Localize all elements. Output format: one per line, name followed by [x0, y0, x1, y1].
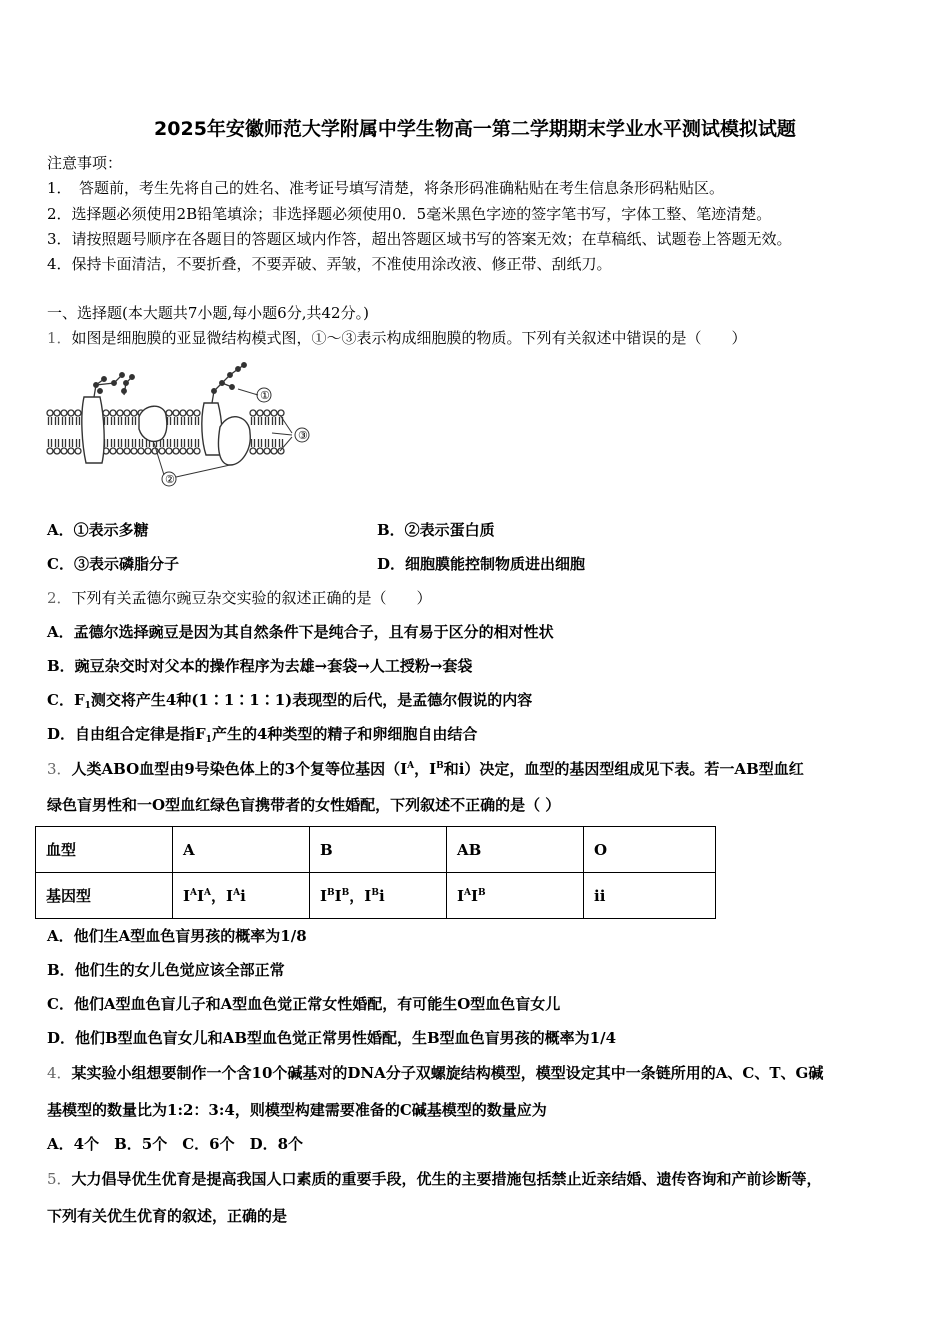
option-text: 产生的4种类型的精子和卵细胞自由结合	[211, 725, 478, 743]
q1-option-d[interactable]: D．细胞膜能控制物质进出细胞	[377, 555, 586, 573]
subscript: 1	[84, 701, 91, 711]
table-cell: 血型	[36, 827, 173, 873]
table-cell: O	[584, 827, 716, 873]
table-cell: AB	[447, 827, 584, 873]
cell-membrane-diagram	[44, 355, 324, 495]
table-cell: $I^BI^B$，$I^Bi$	[310, 873, 447, 919]
notice-item-4: 4．保持卡面清洁，不要折叠，不要弄破、弄皱，不准使用涂改液、修正带、刮纸刀。	[47, 255, 612, 273]
question-2-stem	[47, 587, 432, 608]
q1-option-a[interactable]: A．①表示多糖	[47, 521, 149, 539]
section-heading: 一、选择题(本大题共7小题,每小题6分,共42分。)	[47, 304, 369, 322]
question-text: 如图是细胞膜的亚显微结构模式图，①～③表示构成细胞膜的物质。下列有关叙述中错误的是（ ）	[71, 329, 747, 347]
question-5-stem-line1	[47, 1168, 822, 1189]
notice-heading: 注意事项：	[47, 154, 123, 172]
protein-surface	[139, 406, 167, 441]
question-number: 4．	[47, 1064, 72, 1082]
table-row	[36, 827, 716, 873]
subscript: 1	[205, 735, 212, 745]
page-title: 2025年安徽师范大学附属中学生物高一第二学期期末学业水平测试模拟试题	[154, 118, 796, 140]
protein-right	[218, 417, 250, 465]
notice-item-3: 3．请按照题号顺序在各题目的答题区域内作答，超出答题区域书写的答案无效；在草稿纸、试题卷上答题无效。	[47, 230, 792, 248]
q4-options[interactable]: A．4个 B．5个 C．6个 D．8个	[47, 1135, 304, 1153]
q1-option-b[interactable]: B．②表示蛋白质	[377, 521, 495, 539]
question-number: 1．	[47, 329, 72, 347]
question-4-stem-line2: 基模型的数量比为1:2：3:4，则模型构建需要准备的C碱基模型的数量应为	[47, 1101, 547, 1119]
q3-option-d[interactable]: D．他们B型血色盲女儿和AB型血色觉正常男性婚配，生B型血色盲男孩的概率为1/4	[47, 1029, 617, 1047]
label-3: ③	[298, 429, 308, 442]
superscript: B	[436, 761, 444, 771]
question-text: 下列有关孟德尔豌豆杂交实验的叙述正确的是（ ）	[71, 589, 432, 607]
glycocalyx	[94, 363, 247, 403]
option-text: C．F	[47, 691, 85, 709]
question-text: 人类ABO血型由9号染色体上的3个复等位基因（I	[71, 760, 408, 778]
question-text: ，I	[414, 760, 437, 778]
table-row	[36, 873, 716, 919]
label-1: ①	[260, 389, 270, 402]
question-3-stem-line2: 绿色盲男性和一O型血红绿色盲携带者的女性婚配，下列叙述不正确的是（ ）	[47, 796, 561, 814]
q2-option-b[interactable]: B．豌豆杂交时对父本的操作程序为去雄→套袋→人工授粉→套袋	[47, 657, 473, 675]
question-number: 3．	[47, 760, 72, 778]
question-text: 大力倡导优生优育是提高我国人口素质的重要手段，优生的主要措施包括禁止近亲结婚、遗传咨询和产前诊断等，	[71, 1170, 822, 1188]
q3-option-b[interactable]: B．他们生的女儿色觉应该全部正常	[47, 961, 285, 979]
q3-option-a[interactable]: A．他们生A型血色盲男孩的概率为1/8	[47, 927, 307, 945]
question-number: 5．	[47, 1170, 72, 1188]
label-2: ②	[165, 473, 175, 486]
table-cell: $I^AI^B$	[447, 873, 584, 919]
q2-option-c[interactable]	[47, 689, 532, 710]
option-text: 测交将产生4种(1∶1∶1∶1)表现型的后代，是孟德尔假说的内容	[90, 691, 533, 709]
blood-type-table	[35, 826, 716, 919]
question-text: 和i）决定，血型的基因型组成见下表。若一AB型血红	[443, 760, 804, 778]
protein-left	[82, 397, 104, 463]
notice-item-1: 1． 答题前，考生先将自己的姓名、准考证号填写清楚，将条形码准确粘贴在考生信息条形码粘贴区。	[47, 179, 725, 197]
question-1-stem	[47, 327, 747, 348]
table-cell: B	[310, 827, 447, 873]
table-cell: 基因型	[36, 873, 173, 919]
option-text: D．自由组合定律是指F	[47, 725, 206, 743]
table-cell: $I^AI^A$，$I^Ai$	[173, 873, 310, 919]
table-cell: ii	[584, 873, 716, 919]
superscript: A	[407, 761, 415, 771]
question-text: 某实验小组想要制作一个含10个碱基对的DNA分子双螺旋结构模型，模型设定其中一条链所用的A、C、T、G碱	[71, 1064, 824, 1082]
question-number: 2．	[47, 589, 72, 607]
question-3-stem-line1	[47, 758, 804, 779]
table-cell: A	[173, 827, 310, 873]
q2-option-d[interactable]	[47, 723, 477, 744]
q3-option-c[interactable]: C．他们A型血色盲儿子和A型血色觉正常女性婚配，有可能生O型血色盲女儿	[47, 995, 561, 1013]
question-5-stem-line2: 下列有关优生优育的叙述，正确的是	[47, 1207, 288, 1225]
q2-option-a[interactable]: A．孟德尔选择豌豆是因为其自然条件下是纯合子，且有易于区分的相对性状	[47, 623, 554, 641]
notice-item-2: 2．选择题必须使用2B铅笔填涂；非选择题必须使用0．5毫米黑色字迹的签字笔书写，字体工整、笔迹清楚。	[47, 205, 772, 223]
q1-option-c[interactable]: C．③表示磷脂分子	[47, 555, 179, 573]
question-4-stem-line1	[47, 1062, 823, 1083]
